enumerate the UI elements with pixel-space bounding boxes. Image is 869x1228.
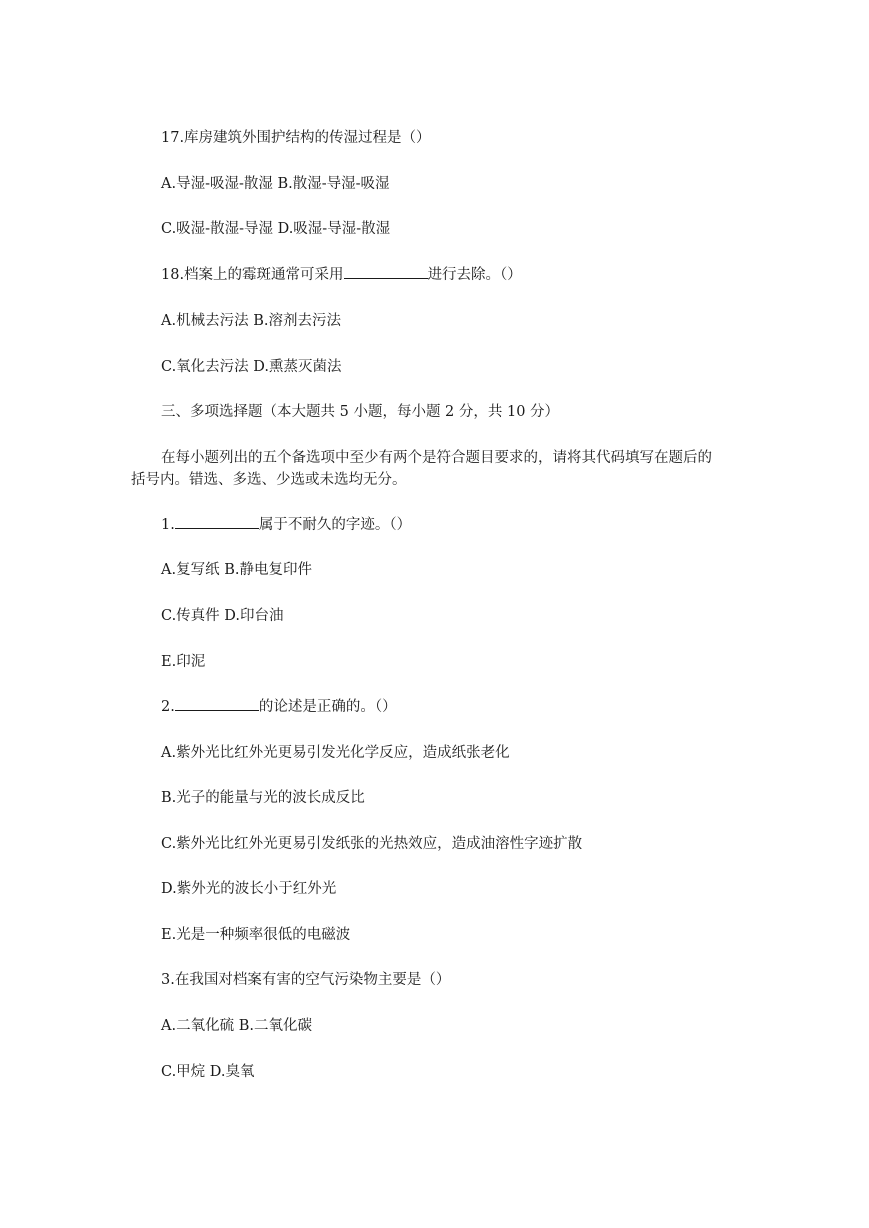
- question-18-options-ab: A.机械去污法 B.溶剂去污法: [161, 313, 341, 329]
- multi-question-1-option-e: E.印泥: [161, 654, 206, 670]
- question-18-stem-suffix: 进行去除。（）: [427, 267, 522, 283]
- multi-question-2-option-a: A.紫外光比红外光更易引发光化学反应，造成纸张老化: [161, 745, 510, 761]
- multi-question-1-options-cd: C.传真件 D.印台油: [161, 608, 284, 624]
- multi-question-2-stem: [161, 696, 761, 718]
- multi-question-1-suffix: 属于不耐久的字迹。（）: [258, 517, 412, 533]
- question-18-stem-prefix: 18.档案上的霉斑通常可采用: [161, 267, 344, 283]
- question-17-options-ab: A.导湿-吸湿-散湿 B.散湿-导湿-吸湿: [161, 176, 390, 192]
- multi-question-1-options-ab: A.复写纸 B.静电复印件: [161, 562, 312, 578]
- question-18-stem: [161, 264, 761, 286]
- multi-question-2-option-e: E.光是一种频率很低的电磁波: [161, 927, 351, 943]
- question-18-options-cd: C.氧化去污法 D.熏蒸灭菌法: [161, 359, 342, 375]
- instruction-line-2: 括号内。错选、多选、少选或未选均无分。: [131, 472, 407, 488]
- multi-question-3-options-ab: A.二氧化硫 B.二氧化碳: [161, 1018, 312, 1034]
- multi-question-3-options-cd: C.甲烷 D.臭氧: [161, 1064, 255, 1080]
- question-17-stem: 17.库房建筑外围护结构的传湿过程是（）: [161, 130, 431, 146]
- section-3-heading: 三、多项选择题（本大题共 5 小题，每小题 2 分，共 10 分）: [161, 404, 560, 420]
- answer-blank: [175, 696, 259, 711]
- multi-question-2-option-d: D.紫外光的波长小于红外光: [161, 881, 337, 897]
- answer-blank: [175, 514, 259, 529]
- section-3-instruction: [131, 447, 761, 491]
- multi-question-1-stem: [161, 514, 761, 536]
- multi-question-2-option-c: C.紫外光比红外光更易引发纸张的光热效应，造成油溶性字迹扩散: [161, 836, 583, 852]
- answer-blank: [344, 264, 428, 279]
- multi-question-1-prefix: 1.: [161, 517, 175, 533]
- question-17-options-cd: C.吸湿-散湿-导湿 D.吸湿-导湿-散湿: [161, 221, 391, 237]
- multi-question-3-stem: 3.在我国对档案有害的空气污染物主要是（）: [161, 972, 451, 988]
- multi-question-2-suffix: 的论述是正确的。（）: [258, 699, 397, 715]
- multi-question-2-option-b: B.光子的能量与光的波长成反比: [161, 790, 365, 806]
- multi-question-2-prefix: 2.: [161, 699, 175, 715]
- instruction-line-1: 在每小题列出的五个备选项中至少有两个是符合题目要求的，请将其代码填写在题后的: [161, 450, 712, 466]
